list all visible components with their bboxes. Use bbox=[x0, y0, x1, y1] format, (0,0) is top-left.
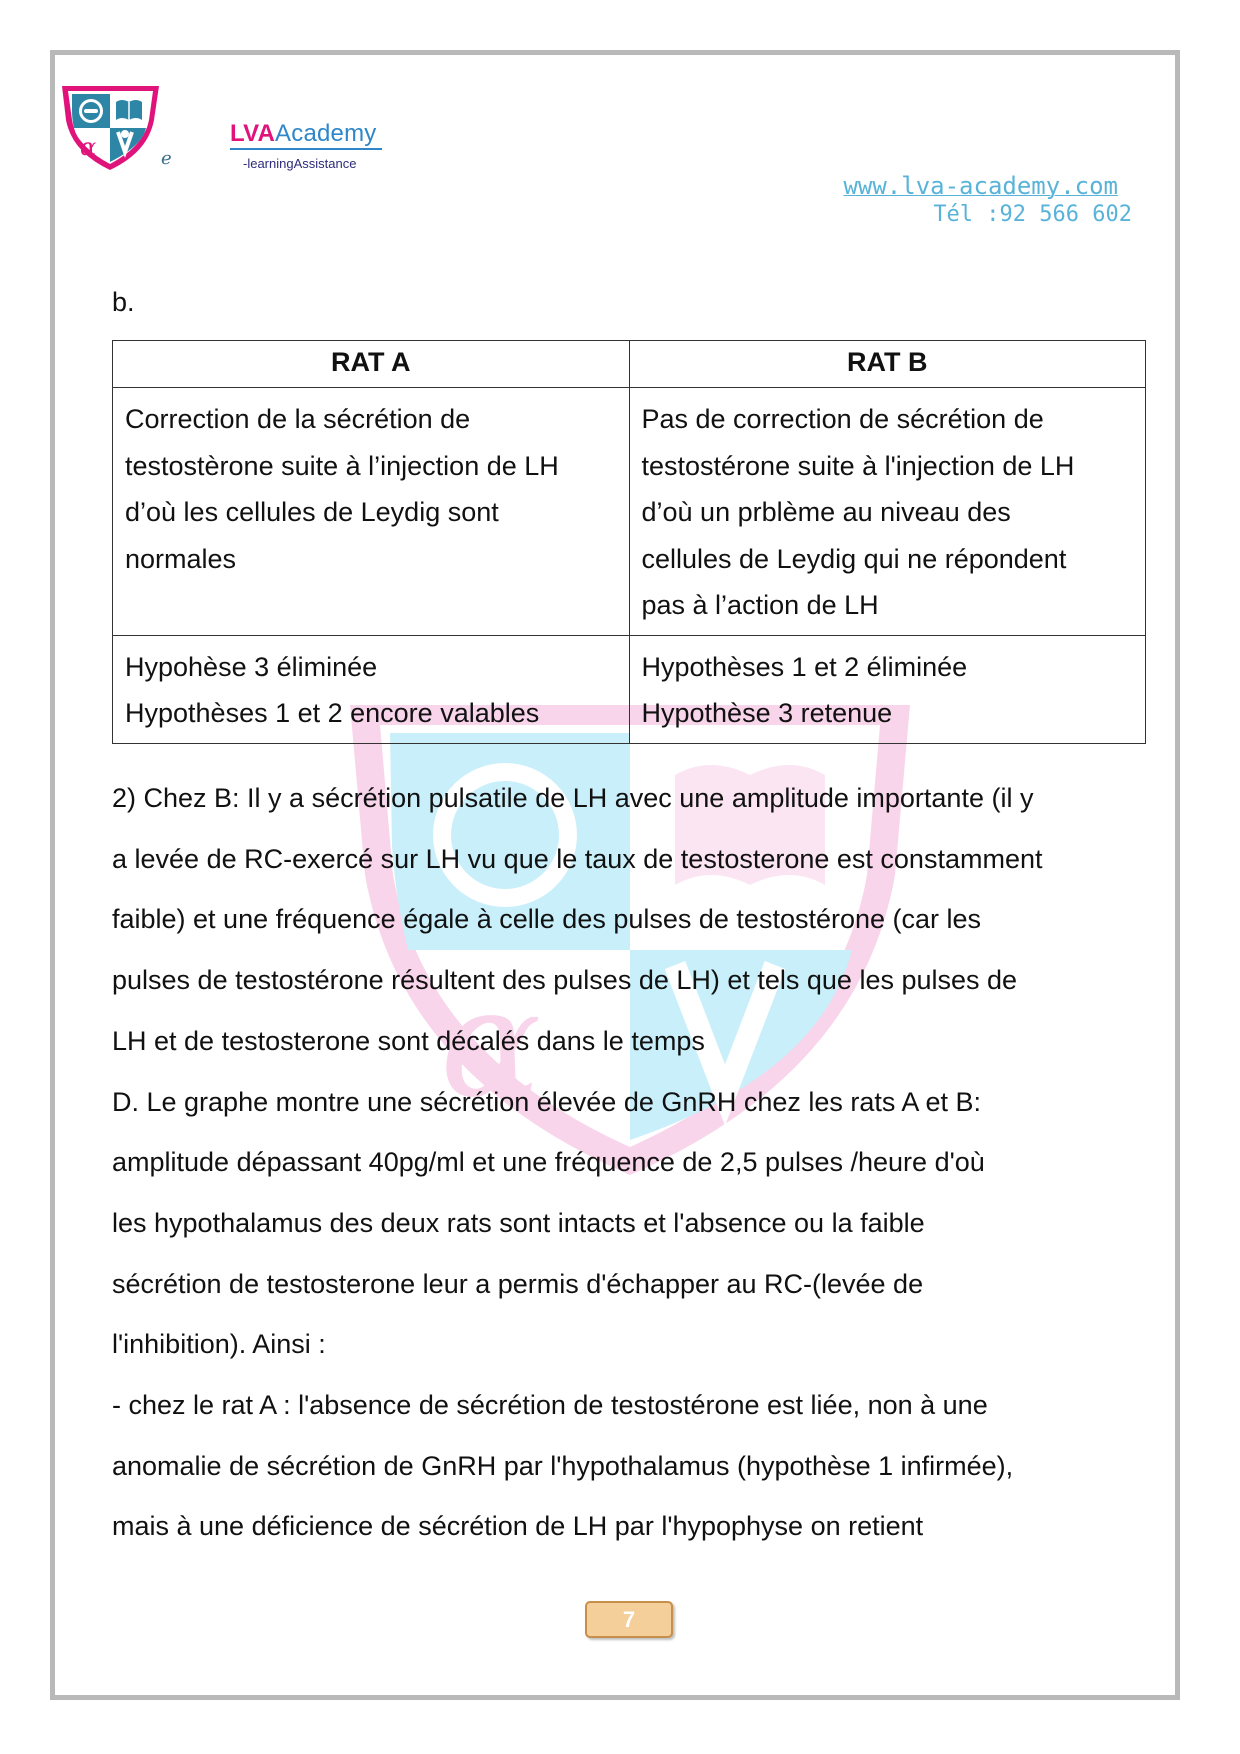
cell-line: testostérone suite à l'injection de LH bbox=[641, 450, 1075, 481]
table-header-row bbox=[113, 341, 1146, 388]
logo-e-letter: e bbox=[161, 148, 172, 169]
cell-line: d’où un prblème au niveau des bbox=[641, 497, 1011, 527]
cell-line: Hypothèse 3 retenue bbox=[641, 698, 893, 728]
table-cell-rat-b bbox=[629, 388, 1146, 636]
body-line: faible) et une fréquence égale à celle des pulses de testostérone (car les bbox=[112, 904, 982, 935]
cell-line: d’où les cellules de Leydig sont bbox=[125, 497, 499, 527]
page-number-badge: 7 bbox=[585, 1601, 673, 1638]
body-line: sécrétion de testosterone leur a permis d'échapper au RC-(levée de bbox=[112, 1268, 924, 1299]
cell-line: Correction de la sécrétion de bbox=[125, 404, 471, 434]
cell-line: Hypothèses 1 et 2 éliminée bbox=[641, 651, 968, 682]
table-header-rat-b: RAT B bbox=[629, 341, 1146, 388]
table-cell-rat-b bbox=[629, 635, 1146, 743]
cell-line: Hypohèse 3 éliminée bbox=[125, 651, 378, 682]
body-line: pulses de testostérone résultent des pulses de LH) et tels que les pulses de bbox=[112, 965, 1018, 996]
table-row bbox=[113, 635, 1146, 743]
comparison-table bbox=[112, 340, 1146, 744]
cell-line: Hypothèses 1 et 2 encore valables bbox=[125, 698, 540, 728]
body-line: - chez le rat A : l'absence de sécrétion de testostérone est liée, non à une bbox=[112, 1390, 988, 1421]
brand-name-academy: Academy bbox=[275, 120, 377, 147]
brand-name-lv: LVA bbox=[230, 120, 276, 147]
body-line: amplitude dépassant 40pg/ml et une fréquence de 2,5 pulses /heure d'où bbox=[112, 1147, 985, 1178]
phone-number: Tél :92 566 602 bbox=[933, 202, 1132, 227]
body-line: mais à une déficience de sécrétion de LH par l'hypophyse on retient bbox=[112, 1511, 924, 1542]
body-line: a levée de RC-exercé sur LH vu que le taux de testosterone est constamment bbox=[112, 843, 1043, 874]
body-line: l'inhibition). Ainsi : bbox=[112, 1329, 326, 1360]
body-text bbox=[112, 768, 1152, 1557]
brand-underline bbox=[230, 148, 382, 150]
body-line: D. Le graphe montre une sécrétion élevée de GnRH chez les rats A et B: bbox=[112, 1086, 981, 1117]
table-row bbox=[113, 388, 1146, 636]
cell-line: testostèrone suite à l’injection de LH bbox=[125, 450, 559, 481]
website-link[interactable]: www.lva-academy.com bbox=[843, 172, 1118, 200]
cell-line: Pas de correction de sécrétion de bbox=[641, 404, 1044, 434]
cell-line: cellules de Leydig qui ne répondent bbox=[641, 543, 1067, 574]
svg-text:α: α bbox=[80, 133, 97, 161]
cell-line: pas à l’action de LH bbox=[641, 590, 879, 620]
svg-text:α: α bbox=[440, 957, 542, 1131]
brand-name bbox=[230, 120, 377, 148]
cell-line: normales bbox=[125, 543, 237, 574]
academy-logo bbox=[58, 80, 163, 172]
table-cell-rat-a bbox=[113, 635, 630, 743]
body-line: LH et de testosterone sont décalés dans le temps bbox=[112, 1025, 705, 1056]
brand-tagline: -learningAssistance bbox=[243, 156, 357, 171]
table-cell-rat-a bbox=[113, 388, 630, 636]
body-line: anomalie de sécrétion de GnRH par l'hypothalamus (hypothèse 1 infirmée), bbox=[112, 1450, 1014, 1481]
body-line: 2) Chez B: Il y a sécrétion pulsatile de LH avec une amplitude importante (il y bbox=[112, 783, 1034, 813]
body-line: les hypothalamus des deux rats sont intacts et l'absence ou la faible bbox=[112, 1207, 925, 1238]
section-label: b. bbox=[112, 287, 135, 317]
table-header-rat-a: RAT A bbox=[113, 341, 630, 388]
